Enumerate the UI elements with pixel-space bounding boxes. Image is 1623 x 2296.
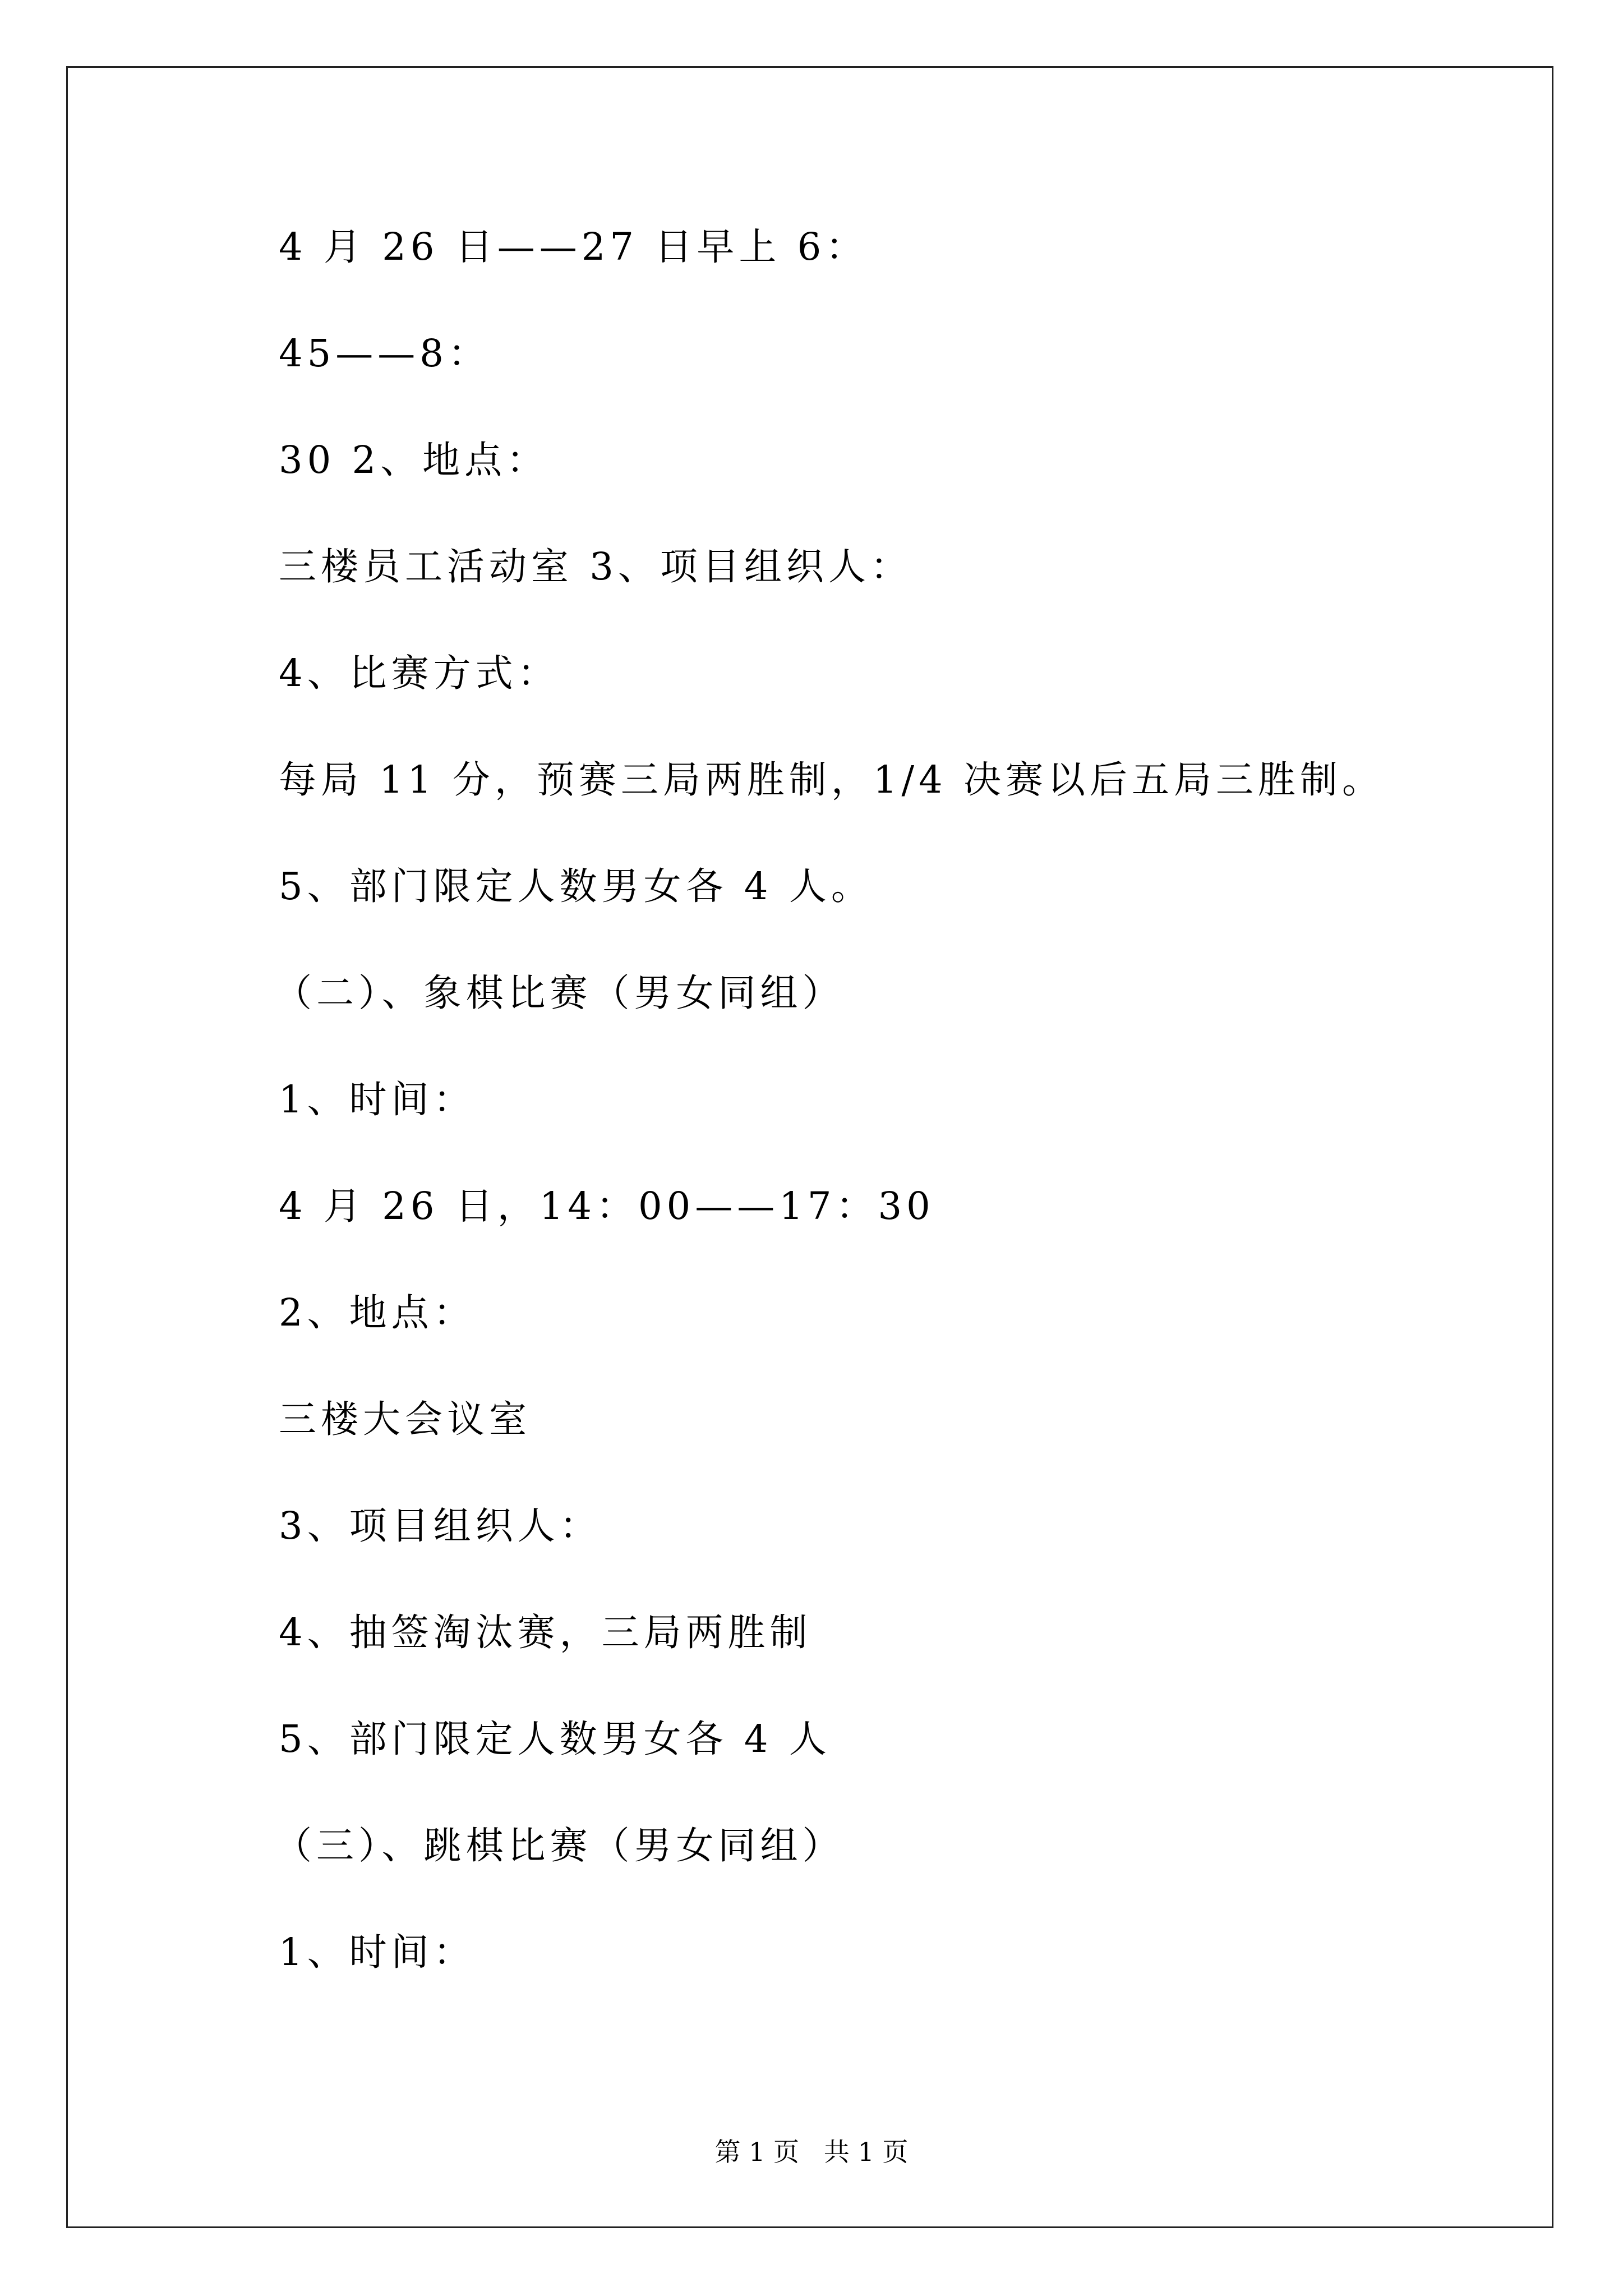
text-line: 5、部门限定人数男女各 4 人。 [279, 864, 873, 908]
text-line: 三楼员工活动室 3、项目组织人： [279, 545, 912, 588]
text-line: 4 月 26 日，14：00——17：30 [279, 1184, 935, 1228]
text-line: 4、抽签淘汰赛，三局两胜制 [279, 1611, 812, 1654]
page-footer: 第 1 页 共 1 页 [714, 2137, 909, 2167]
section-heading: （二）、象棋比赛（男女同组） [274, 971, 845, 1015]
document-body [274, 224, 1513, 2036]
text-line: 3、项目组织人： [279, 1504, 602, 1548]
text-line: 每局 11 分，预赛三局两胜制，1/4 决赛以后五局三胜制。 [279, 758, 1384, 802]
text-line: 三楼大会议室 [279, 1397, 531, 1441]
text-line: 5、部门限定人数男女各 4 人 [279, 1717, 831, 1761]
section-heading: （三）、跳棋比赛（男女同组） [274, 1824, 845, 1867]
text-line: 4 月 26 日——27 日早上 6： [279, 225, 868, 269]
text-line: 1、时间： [279, 1930, 476, 1974]
text-line: 1、时间： [279, 1078, 476, 1121]
text-line: 30 2、地点： [279, 438, 549, 482]
text-line: 2、地点： [279, 1291, 476, 1335]
text-line: 45——8： [279, 332, 490, 375]
text-line: 4、比赛方式： [279, 651, 560, 695]
